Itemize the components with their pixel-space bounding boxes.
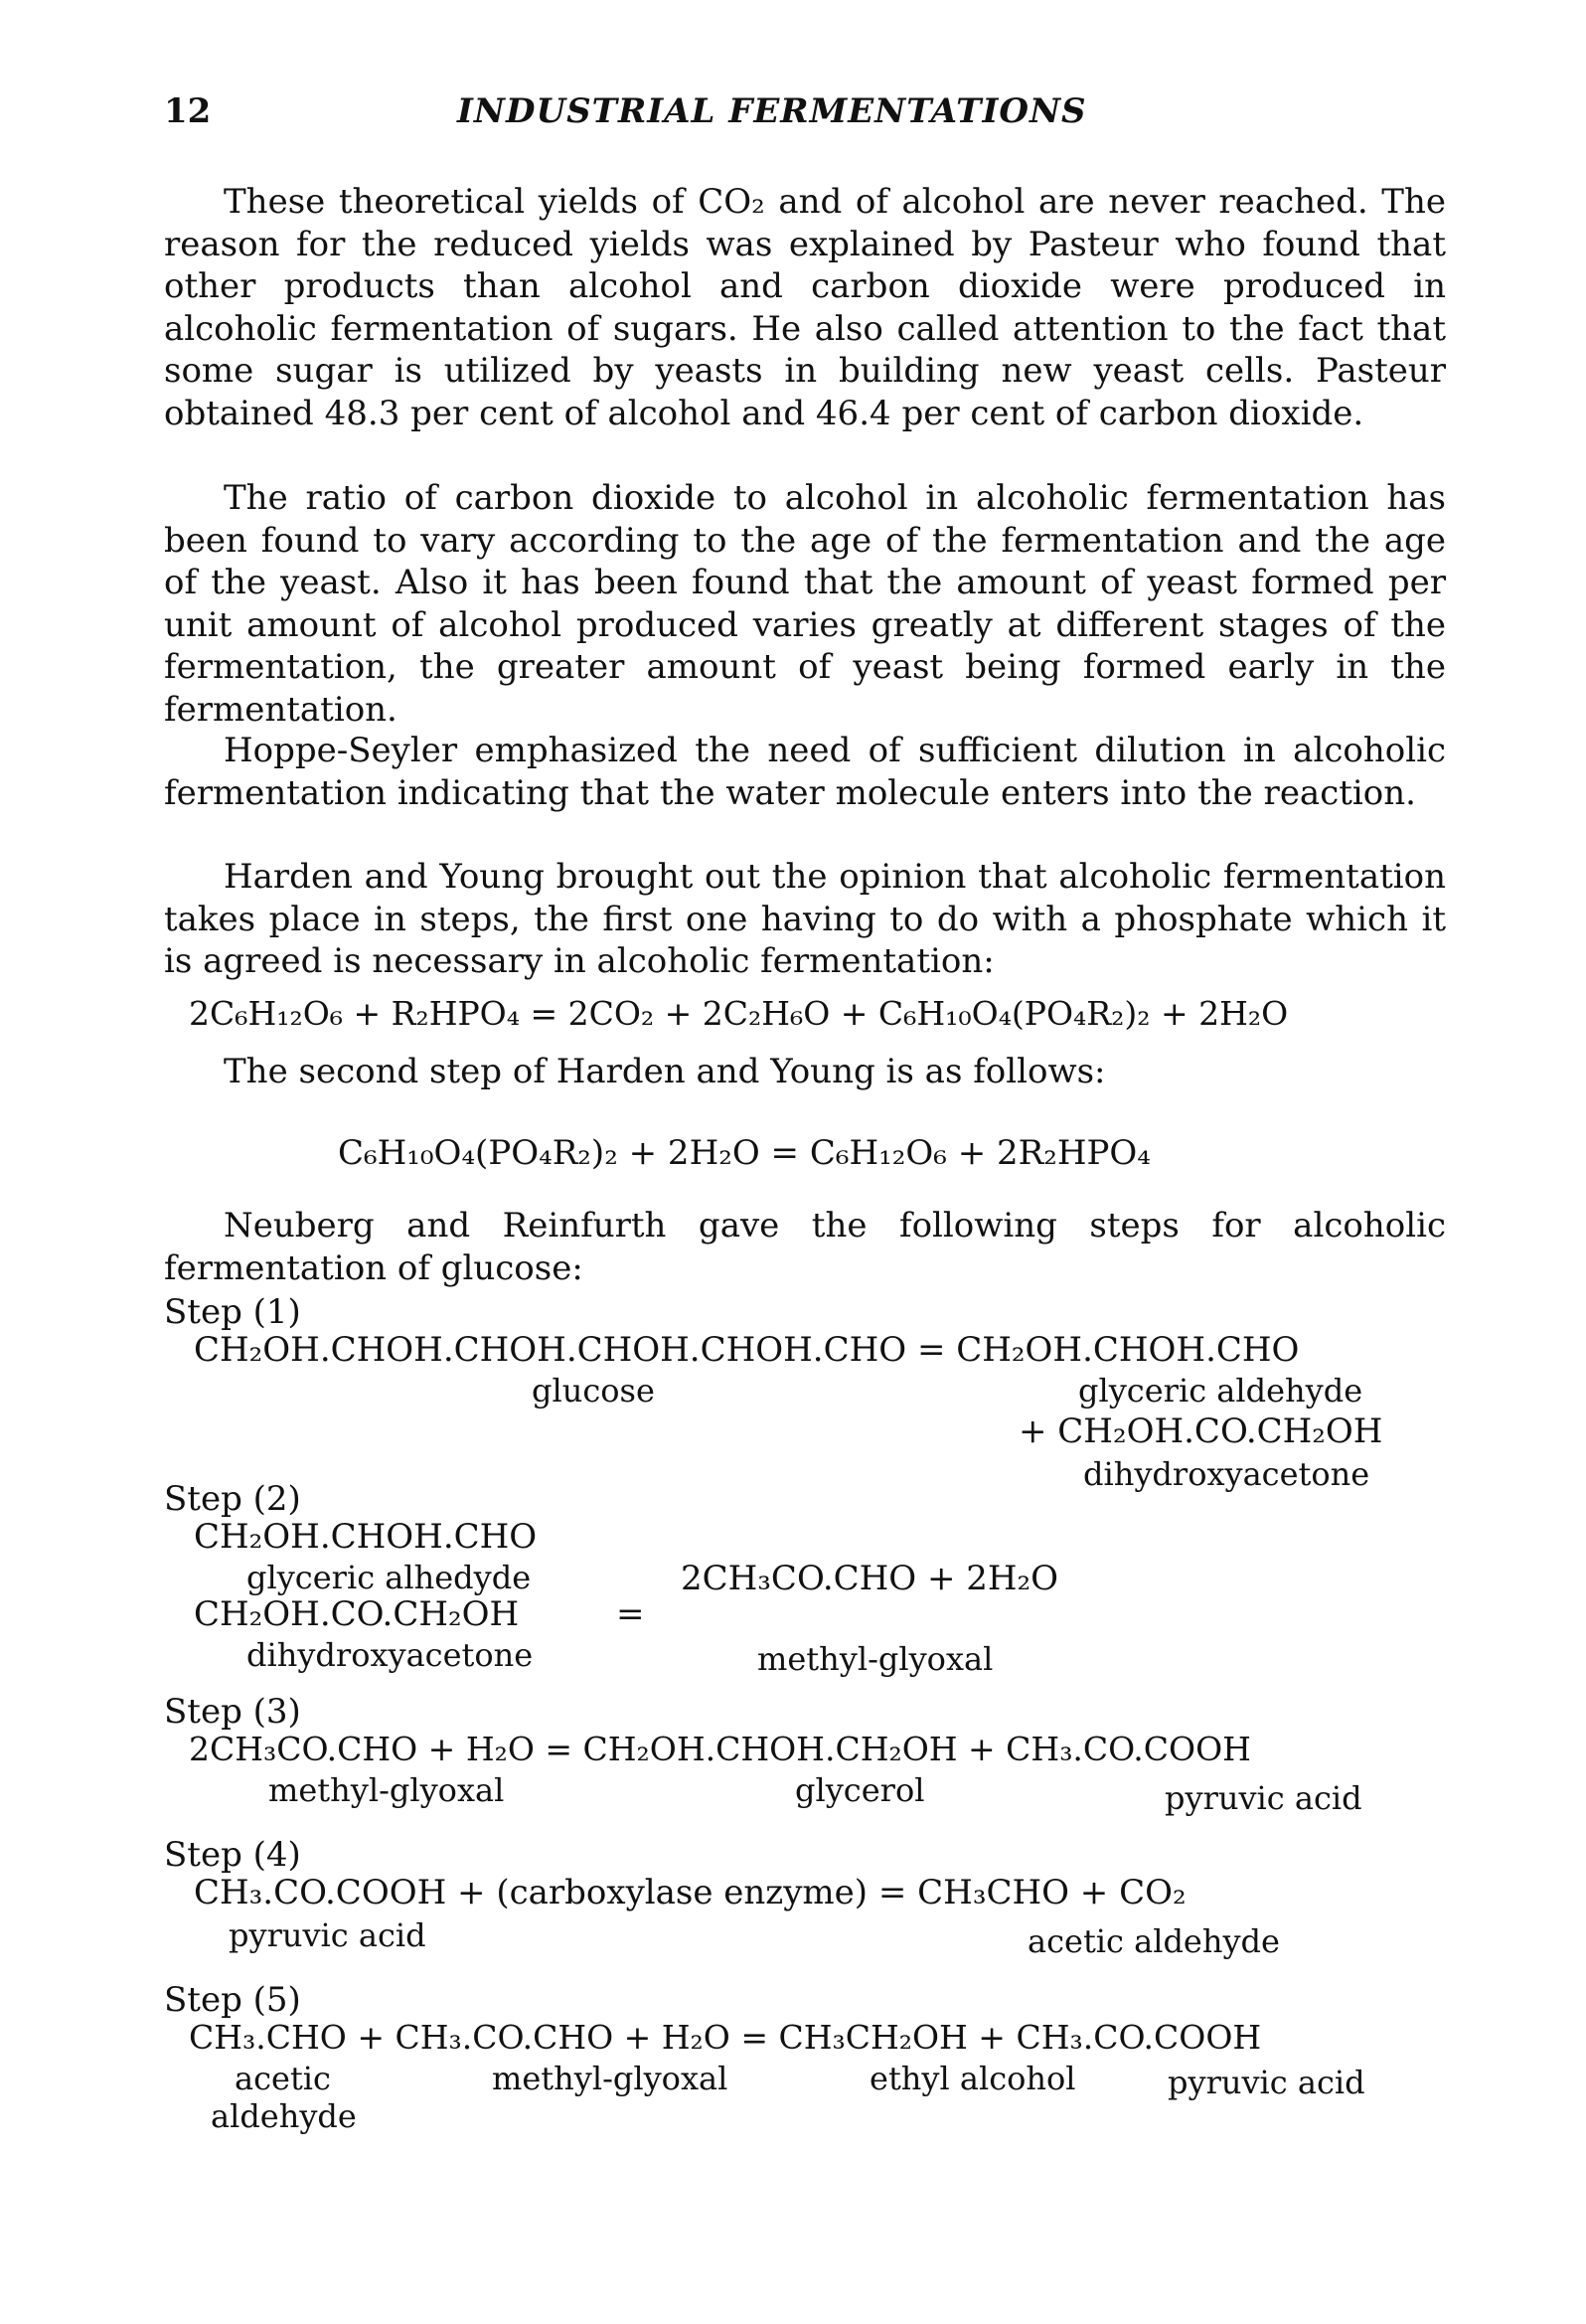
step-4-acetic-aldehyde-label: acetic aldehyde [1028,1922,1280,1960]
paragraph-text: The ratio of carbon dioxide to alcohol in alcoholic fermentation has been found to vary according to the age of the fermentation and the age of the yeast. Also it has been found that the amount of yeast formed per unit amount of alcohol produced varies greatly at different stages of the fermentation, the greater amount of yeast being formed early in the fermentation. [164,478,1446,730]
step-3-equation: 2CH₃CO.CHO + H₂O = CH₂OH.CHOH.CH₂OH + CH₃.CO.COOH [189,1730,1251,1768]
second-step-intro: The second step of Harden and Young is as follows: [224,1052,1106,1091]
page-header [164,91,1436,135]
step-5-methyl-glyoxal-label: methyl-glyoxal [492,2060,728,2097]
paragraph-text: Hoppe-Seyler emphasized the need of sufficient dilution in alcoholic fermentation indicating that the water molecule enters into the reaction. [164,731,1446,813]
step-1-glucose-label: glucose [532,1372,655,1410]
step-4-label: Step (4) [164,1835,301,1875]
step-2-label: Step (2) [164,1479,301,1519]
paragraph-text: These theoretical yields of CO₂ and of alcohol are never reached. The reason for the reduced yields was explained by Pasteur who found that other products than alcohol and carbon dioxide were produced in alcoholic fermentation of sugars. He also called attention to the fact that some sugar is utilized by yeasts in building new yeast cells. Pasteur obtained 48.3 per cent of alcohol and 46.4 per cent of carbon dioxide. [164,182,1446,433]
paragraph-hoppe-seyler [164,730,1446,814]
paragraph-harden-young [164,856,1446,983]
step-1-dihydroxyacetone-label: dihydroxyacetone [1083,1455,1370,1493]
paragraph-text: Harden and Young brought out the opinion that alcoholic fermentation takes place in steps, the first one having to do with a phosphate which it is agreed is necessary in alcoholic fermentation: [164,857,1446,981]
step-2-methyl-glyoxal-label: methyl-glyoxal [757,1640,994,1678]
step-3-label: Step (3) [164,1692,301,1732]
step-3-glycerol-label: glycerol [795,1771,925,1809]
step-5-pyruvic-acid-label: pyruvic acid [1168,2064,1365,2101]
step-5-equation: CH₃.CHO + CH₃.CO.CHO + H₂O = CH₃CH₂OH + CH₃.CO.COOH [189,2018,1262,2057]
running-head: INDUSTRIAL FERMENTATIONS [457,91,1087,131]
page-number: 12 [164,91,212,131]
equation-harden-young-step1: 2C₆H₁₂O₆ + R₂HPO₄ = 2CO₂ + 2C₂H₆O + C₆H₁₀O₄(PO₄R₂)₂ + 2H₂O [189,994,1289,1033]
step-2-equals: = [616,1594,645,1634]
step-1-glyceric-aldehyde-label: glyceric aldehyde [1078,1372,1363,1410]
step-2-glyceric-label: glyceric alhedyde [246,1559,532,1596]
equation-harden-young-step2: C₆H₁₀O₄(PO₄R₂)₂ + 2H₂O = C₆H₁₂O₆ + 2R₂HPO₄ [338,1133,1151,1173]
step-5-aldehyde-label: aldehyde [211,2097,357,2135]
step-2-dihydroxyacetone-formula: CH₂OH.CO.CH₂OH [194,1594,520,1634]
step-1-label: Step (1) [164,1292,301,1332]
step-5-ethyl-alcohol-label: ethyl alcohol [870,2060,1076,2097]
step-1-dihydroxyacetone-formula: + CH₂OH.CO.CH₂OH [1019,1411,1383,1451]
step-3-methyl-glyoxal-label: methyl-glyoxal [268,1771,505,1809]
step-1-equation: CH₂OH.CHOH.CHOH.CHOH.CHOH.CHO = CH₂OH.CHOH.CHO [194,1330,1300,1370]
step-5-label: Step (5) [164,1980,301,2020]
paragraph-neuberg [164,1205,1446,1289]
paragraph-text: Neuberg and Reinfurth gave the following steps for alcoholic fermentation of glucose: [164,1206,1446,1288]
paragraph-theoretical-yields [164,181,1446,434]
step-5-acetic-label: acetic [235,2060,331,2097]
step-2-glyceric-formula: CH₂OH.CHOH.CHO [194,1517,538,1557]
step-2-methyl-glyoxal-formula: 2CH₃CO.CHO + 2H₂O [681,1559,1059,1598]
step-2-dihydroxyacetone-label: dihydroxyacetone [246,1636,534,1674]
step-4-pyruvic-acid-label: pyruvic acid [229,1916,426,1954]
step-4-equation: CH₃.CO.COOH + (carboxylase enzyme) = CH₃CHO + CO₂ [194,1873,1187,1912]
step-3-pyruvic-acid-label: pyruvic acid [1165,1779,1362,1817]
paragraph-ratio [164,477,1446,731]
